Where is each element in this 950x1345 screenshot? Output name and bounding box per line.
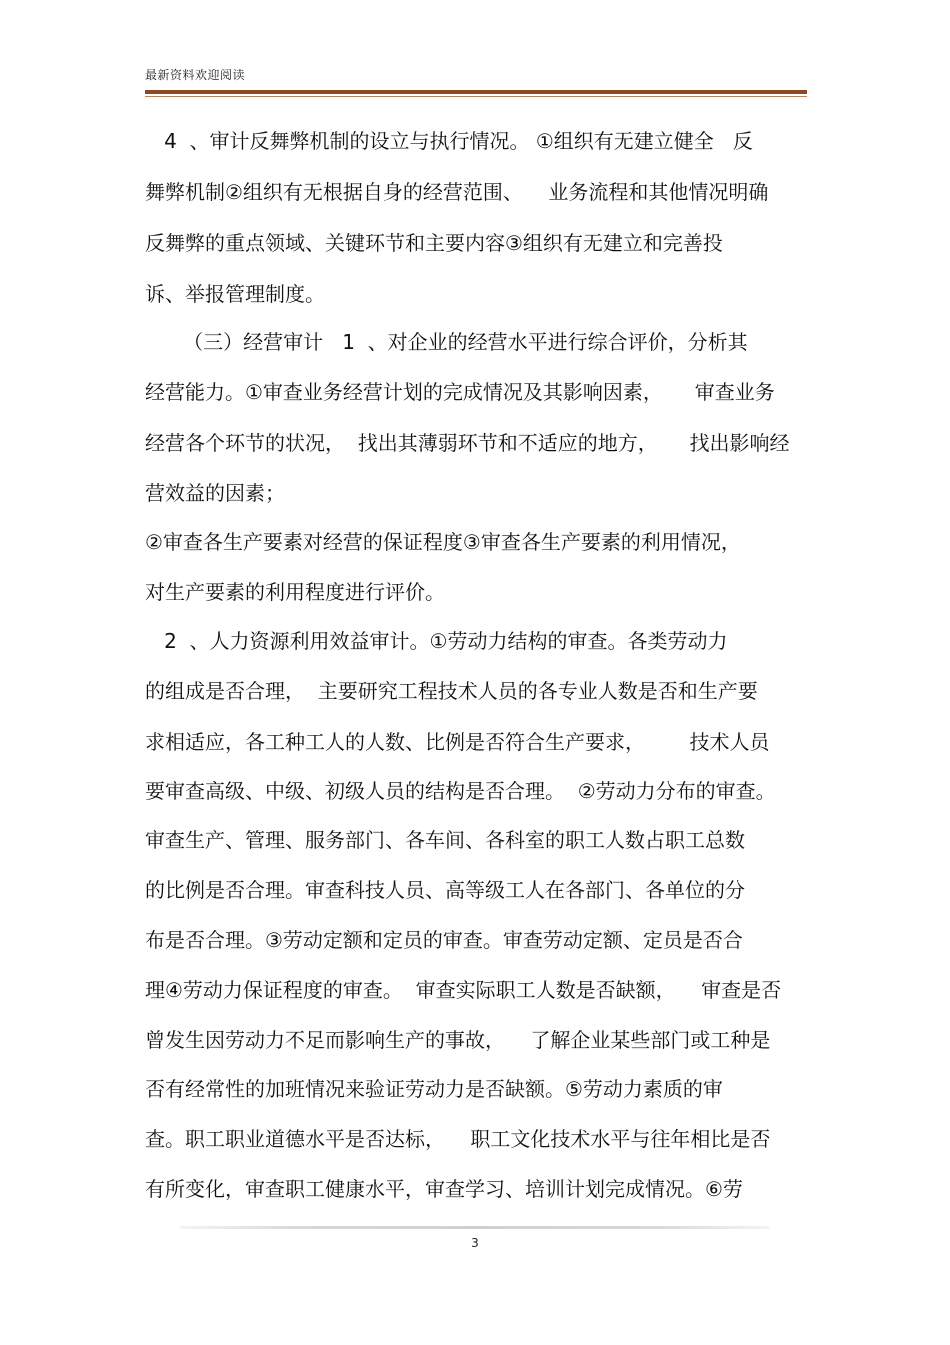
body-line: 求相适应，各工种工人的人数、比例是否符合生产要求， 技术人员 (145, 730, 770, 754)
body-line: 反舞弊的重点领域、关键环节和主要内容③组织有无建立和完善投 (145, 231, 723, 255)
footer-divider (180, 1226, 770, 1229)
body-line: 否有经常性的加班情况来验证劳动力是否缺额。⑤劳动力素质的审 (145, 1077, 723, 1101)
body-line: ②审查各生产要素对经营的保证程度③审查各生产要素的利用情况， (145, 530, 741, 554)
body-line: 营效益的因素； (145, 481, 285, 505)
body-line: 理④劳动力保证程度的审查。 审查实际职工人数是否缺额， 审查是否 (145, 978, 782, 1002)
header-title: 最新资料欢迎阅读 (145, 68, 246, 82)
body-line: 查。职工职业道德水平是否达标， 职工文化技术水平与往年相比是否 (145, 1127, 771, 1151)
body-line: 经营能力。①审查业务经营计划的完成情况及其影响因素， 审查业务 (145, 380, 775, 404)
body-line: （三）经营审计 1 、对企业的经营水平进行综合评价，分析其 (145, 330, 748, 354)
header-divider-thin (145, 96, 807, 97)
header-divider-thick (145, 90, 807, 94)
body-line: 诉、举报管理制度。 (145, 282, 325, 306)
body-line: 有所变化，审查职工健康水平，审查学习、培训计划完成情况。⑥劳 (145, 1177, 743, 1201)
body-line: 对生产要素的利用程度进行评价。 (145, 580, 445, 604)
body-line: 的比例是否合理。审查科技人员、高等级工人在各部门、各单位的分 (145, 878, 745, 902)
page-number: 3 (471, 1236, 479, 1250)
body-line: 布是否合理。③劳动定额和定员的审查。审查劳动定额、定员是否合 (145, 928, 743, 952)
body-line: 2 、人力资源利用效益审计。①劳动力结构的审查。各类劳动力 (145, 629, 728, 653)
body-line: 要审查高级、中级、初级人员的结构是否合理。 ②劳动力分布的审查。 (145, 779, 776, 803)
body-line: 经营各个环节的状况， 找出其薄弱环节和不适应的地方， 找出影响经 (145, 431, 790, 455)
body-line: 曾发生因劳动力不足而影响生产的事故， 了解企业某些部门或工种是 (145, 1028, 771, 1052)
body-line: 4 、审计反舞弊机制的设立与执行情况。 ①组织有无建立健全 反 (145, 129, 753, 153)
body-line: 舞弊机制②组织有无根据自身的经营范围、 业务流程和其他情况明确 (145, 180, 769, 204)
body-line: 审查生产、管理、服务部门、各车间、各科室的职工人数占职工总数 (145, 828, 745, 852)
body-line: 的组成是否合理， 主要研究工程技术人员的各专业人数是否和生产要 (145, 679, 758, 703)
